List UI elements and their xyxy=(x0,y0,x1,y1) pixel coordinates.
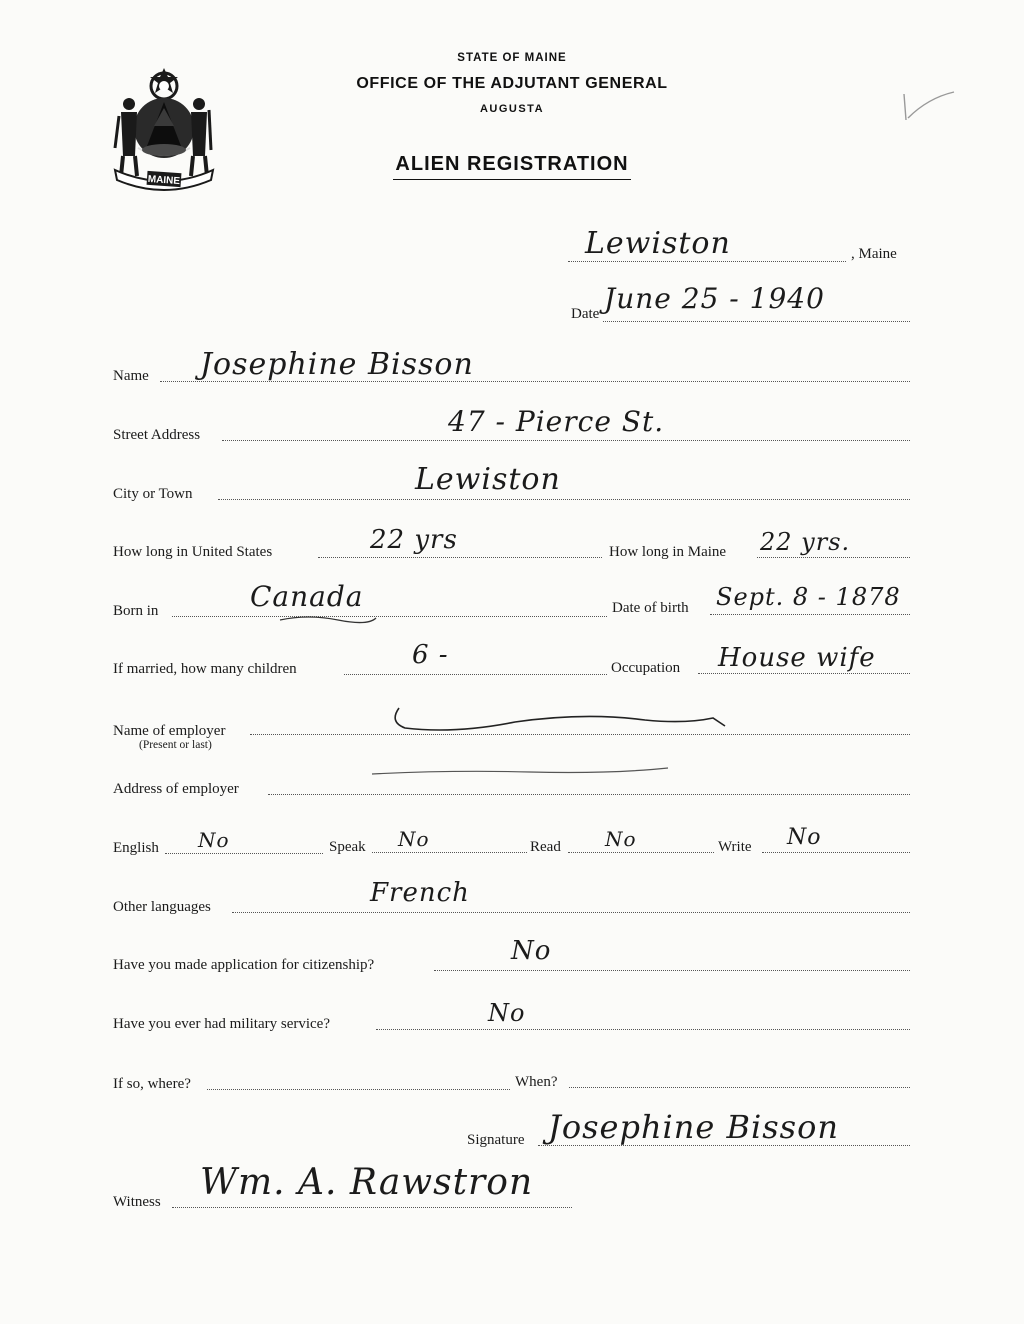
svg-text:MAINE: MAINE xyxy=(147,173,181,188)
witness-line xyxy=(172,1207,572,1208)
citizenship-line xyxy=(434,970,910,971)
date-value: June 25 - 1940 xyxy=(604,282,825,315)
born-value: Canada xyxy=(250,580,364,613)
when-line xyxy=(569,1087,910,1088)
witness-value: Wm. A. Rawstron xyxy=(200,1162,534,1203)
speak-label: Speak xyxy=(329,839,366,855)
read-label: Read xyxy=(530,839,561,855)
children-label: If married, how many children xyxy=(113,661,297,677)
street-line xyxy=(222,440,910,441)
employer-note: (Present or last) xyxy=(139,739,212,751)
english-label: English xyxy=(113,840,159,856)
citizenship-value: No xyxy=(511,936,552,966)
speak-line xyxy=(372,852,527,853)
occupation-value: House wife xyxy=(718,643,876,673)
date-label: Date xyxy=(571,306,600,322)
underline-stroke xyxy=(278,612,378,626)
maine-label: , Maine xyxy=(851,246,897,262)
other-lang-value: French xyxy=(370,878,470,908)
witness-label: Witness xyxy=(113,1194,161,1210)
city-value: Lewiston xyxy=(415,462,561,497)
occupation-line xyxy=(698,673,910,674)
write-line xyxy=(762,852,910,853)
name-value: Josephine Bisson xyxy=(200,347,474,382)
other-lang-label: Other languages xyxy=(113,899,211,915)
dob-line xyxy=(710,614,910,615)
children-line xyxy=(344,674,607,675)
military-value: No xyxy=(488,999,526,1027)
office-heading: OFFICE OF THE ADJUTANT GENERAL xyxy=(356,75,668,92)
born-label: Born in xyxy=(113,603,159,619)
us-time-value: 22 yrs xyxy=(370,525,458,555)
name-label: Name xyxy=(113,368,149,384)
where-label: If so, where? xyxy=(113,1076,191,1092)
speak-value: No xyxy=(398,827,430,851)
employer-label: Name of employer xyxy=(113,723,226,739)
citizenship-label: Have you made application for citizenship? xyxy=(113,957,375,973)
children-value: 6 - xyxy=(412,640,449,670)
when-label: When? xyxy=(515,1074,558,1090)
dob-value: Sept. 8 - 1878 xyxy=(716,583,901,611)
read-line xyxy=(568,852,714,853)
maine-time-line xyxy=(757,557,910,558)
other-lang-line xyxy=(232,912,910,913)
state-heading: STATE OF MAINE xyxy=(457,52,567,64)
blank-dash-stroke xyxy=(370,762,680,782)
blank-dash-stroke xyxy=(385,704,730,738)
write-label: Write xyxy=(718,839,752,855)
street-label: Street Address xyxy=(113,427,201,443)
employer-address-label: Address of employer xyxy=(113,781,239,797)
city-line xyxy=(218,499,910,500)
where-line xyxy=(207,1089,510,1090)
english-line xyxy=(165,853,323,854)
employer-address-line xyxy=(268,794,910,795)
english-value: No xyxy=(198,828,230,852)
signature-value: Josephine Bisson xyxy=(548,1108,839,1146)
born-line xyxy=(172,616,607,617)
us-time-line xyxy=(318,557,602,558)
date-line xyxy=(603,321,910,322)
form-title: ALIEN REGISTRATION xyxy=(0,153,1024,180)
city-label: City or Town xyxy=(113,486,193,502)
dob-label: Date of birth xyxy=(612,600,689,616)
write-value: No xyxy=(787,825,822,850)
city-heading: AUGUSTA xyxy=(479,103,545,115)
military-line xyxy=(376,1029,910,1030)
town-value: Lewiston xyxy=(585,226,731,261)
street-value: 47 - Pierce St. xyxy=(448,405,665,438)
town-line xyxy=(568,261,846,262)
maine-time-value: 22 yrs. xyxy=(760,528,851,556)
check-mark-icon xyxy=(898,88,958,128)
signature-label: Signature xyxy=(467,1132,525,1148)
maine-time-label: How long in Maine xyxy=(609,544,727,560)
occupation-label: Occupation xyxy=(611,660,681,676)
us-time-label: How long in United States xyxy=(113,544,273,560)
military-label: Have you ever had military service? xyxy=(113,1016,330,1032)
read-value: No xyxy=(605,827,637,851)
